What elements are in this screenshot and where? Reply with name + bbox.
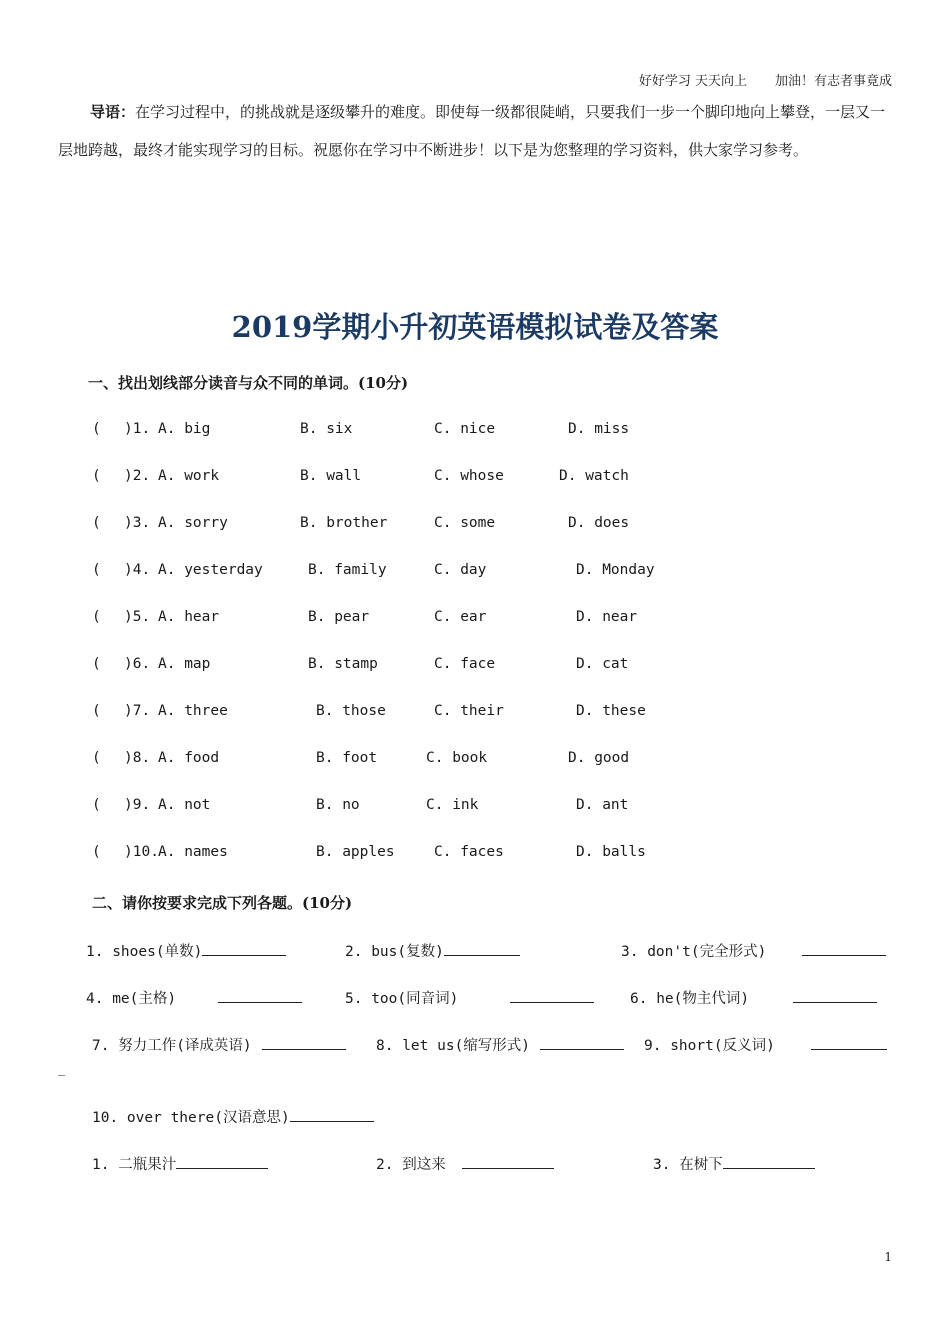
option-b: B. family	[308, 562, 387, 578]
option-a: A. work	[158, 468, 220, 484]
option-d: D. miss	[568, 421, 630, 437]
question-row	[92, 750, 692, 774]
answer-paren[interactable]: (	[92, 468, 101, 484]
question-row	[92, 468, 692, 492]
answer-paren[interactable]: (	[92, 515, 101, 531]
question-number: )8.	[124, 750, 151, 766]
fill-item-label: 1. shoes(单数)	[86, 944, 203, 960]
fill-item	[630, 987, 877, 1008]
intro-paragraph	[58, 93, 892, 169]
option-c: C. book	[426, 750, 488, 766]
answer-paren[interactable]: (	[92, 562, 101, 578]
section2-heading: 二、请你按要求完成下列各题。(10分)	[92, 894, 353, 912]
header-left-motto: 好好学习 天天向上	[638, 74, 747, 89]
answer-blank[interactable]	[793, 988, 877, 1003]
answer-paren[interactable]: (	[92, 797, 101, 813]
fill-item-label: 4. me(主格)	[86, 991, 177, 1007]
fill-item	[376, 1034, 624, 1055]
question-row	[92, 421, 692, 445]
question-row	[92, 515, 692, 539]
option-a: A. names	[158, 844, 228, 860]
question-row	[92, 703, 692, 727]
option-a: A. not	[158, 797, 211, 813]
fill-item	[376, 1153, 554, 1174]
question-row	[92, 562, 692, 586]
answer-paren[interactable]: (	[92, 609, 101, 625]
answer-blank[interactable]	[811, 1035, 887, 1050]
option-c: C. face	[434, 656, 496, 672]
question-number: )6.	[124, 656, 151, 672]
fill-item	[653, 1153, 815, 1174]
option-d: D. near	[576, 609, 638, 625]
answer-blank[interactable]	[802, 941, 886, 956]
fill-item-label: 10. over there(汉语意思)	[92, 1110, 290, 1126]
option-d: D. these	[576, 703, 646, 719]
question-number: )5.	[124, 609, 151, 625]
question-number: )10.	[124, 844, 159, 860]
answer-blank[interactable]	[176, 1154, 268, 1169]
answer-paren[interactable]: (	[92, 844, 101, 860]
fill-item	[92, 1153, 268, 1174]
fill-item-label: 6. he(物主代词)	[630, 991, 750, 1007]
question-row	[92, 844, 692, 868]
answer-blank[interactable]	[723, 1154, 815, 1169]
option-c: C. day	[434, 562, 487, 578]
option-a: A. three	[158, 703, 228, 719]
question-number: )2.	[124, 468, 151, 484]
question-number: )4.	[124, 562, 151, 578]
option-c: C. nice	[434, 421, 496, 437]
option-d: D. Monday	[576, 562, 655, 578]
answer-blank[interactable]	[290, 1107, 374, 1122]
page-number: 1	[884, 1250, 892, 1264]
question-row	[92, 797, 692, 821]
option-d: D. ant	[576, 797, 629, 813]
fill-item	[644, 1034, 887, 1055]
option-a: A. yesterday	[158, 562, 263, 578]
question-row	[92, 609, 692, 633]
answer-paren[interactable]: (	[92, 750, 101, 766]
intro-text: 在学习过程中，的挑战就是逐级攀升的难度。即使每一级都很陡峭，只要我们一步一个脚印地向上攀登，一层又一层地跨越，最终才能实现学习的目标。祝愿你在学习中不断进步！以下是为您整理的学习资料，供大家学习参考。	[58, 103, 886, 159]
option-b: B. no	[316, 797, 360, 813]
question-number: )1.	[124, 421, 151, 437]
answer-blank[interactable]	[262, 1035, 346, 1050]
fill-item-label: 5. too(同音词)	[345, 991, 459, 1007]
option-a: A. sorry	[158, 515, 228, 531]
page-title: 2019学期小升初英语模拟试卷及答案	[231, 310, 719, 344]
option-d: D. watch	[559, 468, 629, 484]
fill-item-label: 2. 到这来	[376, 1157, 446, 1173]
option-c: C. their	[434, 703, 504, 719]
option-d: D. balls	[576, 844, 646, 860]
option-c: C. whose	[434, 468, 504, 484]
option-d: D. good	[568, 750, 630, 766]
section1-heading: 一、找出划线部分读音与众不同的单词。(10分)	[88, 374, 409, 392]
intro-label: 导语：	[90, 103, 136, 121]
header-right-motto: 加油！有志者事竟成	[774, 74, 892, 89]
fill-item	[92, 1034, 346, 1055]
fill-item-label: 3. 在树下	[653, 1157, 723, 1173]
answer-paren[interactable]: (	[92, 703, 101, 719]
answer-blank[interactable]	[462, 1154, 554, 1169]
fill-item	[86, 987, 302, 1008]
option-b: B. stamp	[308, 656, 378, 672]
option-c: C. ink	[426, 797, 479, 813]
option-c: C. some	[434, 515, 496, 531]
answer-blank[interactable]	[540, 1035, 624, 1050]
option-a: A. big	[158, 421, 211, 437]
fill-item-label: 7. 努力工作(译成英语)	[92, 1038, 252, 1054]
fill-item-label: 2. bus(复数)	[345, 944, 444, 960]
fill-item-label: 9. short(反义词)	[644, 1038, 775, 1054]
option-b: B. those	[316, 703, 386, 719]
question-row	[92, 656, 692, 680]
option-d: D. cat	[576, 656, 629, 672]
question-number: )9.	[124, 797, 151, 813]
fill-item	[345, 987, 594, 1008]
page-header	[639, 70, 892, 89]
stray-underscore: _	[58, 1062, 66, 1076]
option-b: B. apples	[316, 844, 395, 860]
answer-blank[interactable]	[444, 941, 520, 956]
fill-item	[621, 940, 886, 961]
answer-blank[interactable]	[202, 941, 286, 956]
option-c: C. ear	[434, 609, 487, 625]
question-number: )3.	[124, 515, 151, 531]
option-b: B. foot	[316, 750, 378, 766]
fill-item	[86, 940, 286, 961]
question-number: )7.	[124, 703, 151, 719]
fill-item-label: 1. 二瓶果汁	[92, 1157, 177, 1173]
option-b: B. wall	[300, 468, 362, 484]
option-a: A. food	[158, 750, 220, 766]
answer-paren[interactable]: (	[92, 421, 101, 437]
fill-item-label: 3. don't(完全形式)	[621, 944, 767, 960]
option-b: B. brother	[300, 515, 388, 531]
fill-item	[345, 940, 520, 961]
option-b: B. pear	[308, 609, 370, 625]
option-b: B. six	[300, 421, 353, 437]
answer-paren[interactable]: (	[92, 656, 101, 672]
option-c: C. faces	[434, 844, 504, 860]
option-a: A. map	[158, 656, 211, 672]
fill-item	[92, 1106, 374, 1127]
answer-blank[interactable]	[218, 988, 302, 1003]
option-d: D. does	[568, 515, 630, 531]
option-a: A. hear	[158, 609, 220, 625]
answer-blank[interactable]	[510, 988, 594, 1003]
fill-item-label: 8. let us(缩写形式)	[376, 1038, 531, 1054]
